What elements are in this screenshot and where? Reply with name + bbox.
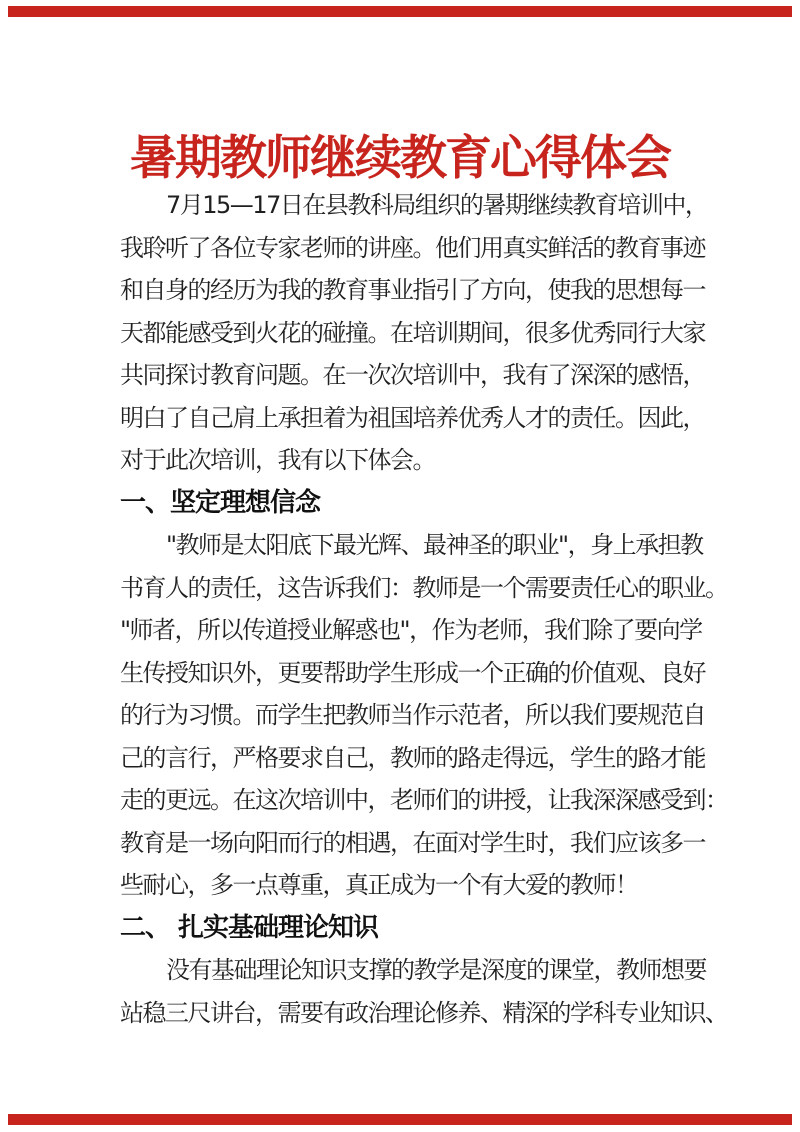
paragraph-line: 些耐心，多一点尊重，真正成为一个有大爱的教师！ — [120, 871, 638, 899]
paragraph-line: 我聆听了各位专家老师的讲座。他们用真实鲜活的教育事迹 — [120, 233, 705, 262]
paragraph-line: 的行为习惯。而学生把教师当作示范者，所以我们要规范自 — [120, 701, 705, 729]
section-heading: 一、坚定理想信念 — [120, 487, 321, 518]
paragraph-line: "教师是太阳底下最光辉、最神圣的职业"，身上承担教 — [166, 531, 703, 559]
paragraph-line: 己的言行，严格要求自己，教师的路走得远，学生的路才能 — [120, 743, 705, 772]
paragraph-line: 没有基础理论知识支撑的教学是深度的课堂，教师想要 — [166, 956, 706, 984]
paragraph-line: 共同探讨教育问题。在一次次培训中，我有了深深的感悟， — [120, 361, 705, 389]
document-title: 暑期教师继续教育心得体会 — [130, 131, 670, 187]
paragraph-line: 站稳三尺讲台，需要有政治理论修养、精深的学科专业知识、 — [120, 998, 728, 1027]
paragraph-line: "师者，所以传道授业解惑也"，作为老师，我们除了要向学 — [120, 616, 702, 644]
paragraph-line: 生传授知识外，更要帮助学生形成一个正确的价值观、良好 — [120, 658, 705, 687]
document-body — [120, 184, 728, 1034]
paragraph-line: 7月15—17日在县教科局组织的暑期继续教育培训中， — [166, 191, 708, 219]
paragraph-line: 和自身的经历为我的教育事业指引了方向，使我的思想每一 — [120, 276, 705, 304]
paragraph-line: 走的更远。在这次培训中，老师们的讲授，让我深深感受到： — [120, 786, 728, 814]
paragraph-line: 天都能感受到火花的碰撞。在培训期间，很多优秀同行大家 — [120, 318, 705, 347]
paragraph-line: 明白了自己肩上承担着为祖国培养优秀人才的责任。因此， — [120, 403, 705, 432]
section-heading: 二、 扎实基础理论知识 — [120, 912, 379, 943]
paragraph-line: 对于此次培训，我有以下体会。 — [120, 446, 435, 474]
paragraph-line: 教育是一场向阳而行的相遇，在面对学生时，我们应该多一 — [120, 828, 705, 857]
top-red-rule — [8, 6, 792, 17]
paragraph-line: 书育人的责任，这告诉我们：教师是一个需要责任心的职业。 — [120, 573, 728, 602]
bottom-red-rule — [8, 1114, 792, 1125]
